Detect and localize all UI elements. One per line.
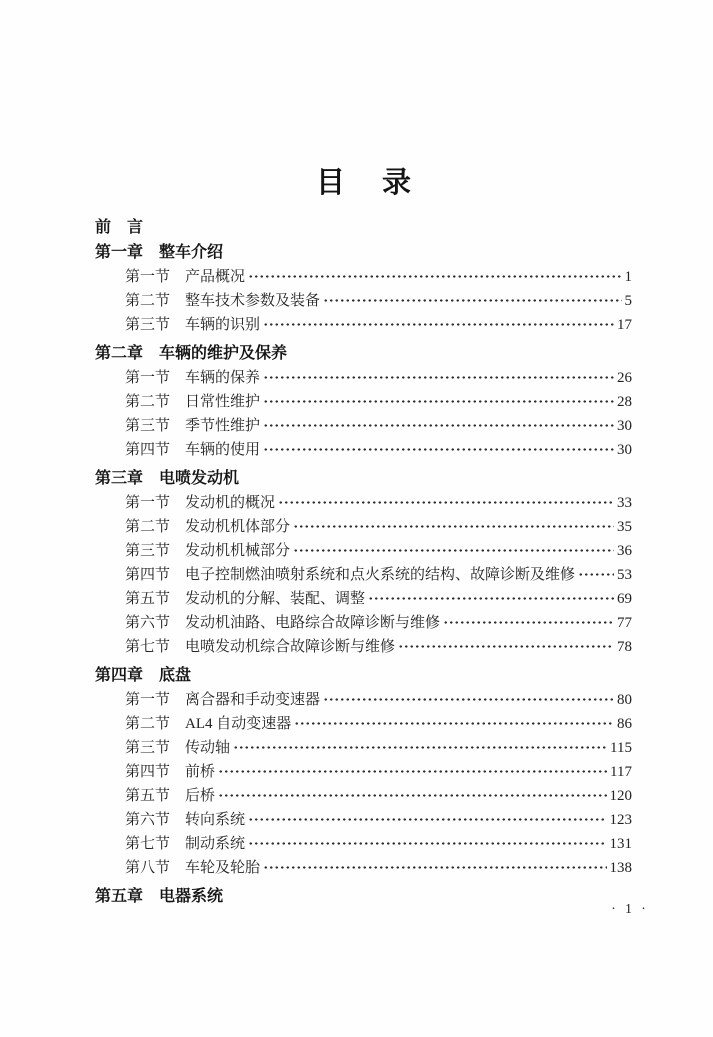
chapter-heading: 第一章 整车介绍 bbox=[95, 244, 224, 261]
section-page-number: 28 bbox=[617, 394, 632, 410]
section-title: 制动系统 bbox=[185, 836, 246, 852]
section-page-number: 117 bbox=[610, 764, 632, 780]
table-of-contents bbox=[95, 216, 632, 909]
section-page-number: 86 bbox=[617, 716, 632, 732]
toc-entry bbox=[95, 414, 632, 438]
page-number: · 1 · bbox=[611, 901, 649, 916]
section-number: 第五节 bbox=[125, 788, 171, 804]
section-title: 车辆的保养 bbox=[185, 370, 261, 386]
section-page-number: 131 bbox=[609, 836, 632, 852]
dot-leader bbox=[263, 397, 614, 406]
toc-entry bbox=[95, 491, 632, 515]
section-title: 发动机机体部分 bbox=[185, 519, 291, 535]
dot-leader bbox=[398, 642, 614, 651]
dot-leader bbox=[293, 522, 614, 531]
section-title: 后桥 bbox=[185, 788, 216, 804]
toc-entry bbox=[95, 856, 632, 880]
dot-leader bbox=[218, 767, 607, 776]
section-title: 车辆的使用 bbox=[185, 442, 261, 458]
toc-entry bbox=[95, 539, 632, 563]
section-number: 第七节 bbox=[125, 836, 171, 852]
section-page-number: 35 bbox=[617, 519, 632, 535]
dot-leader bbox=[263, 320, 614, 329]
dot-leader bbox=[278, 498, 614, 507]
section-page-number: 33 bbox=[617, 495, 632, 511]
section-page-number: 138 bbox=[609, 860, 632, 876]
section-number: 第二节 bbox=[125, 293, 171, 309]
dot-leader bbox=[293, 546, 614, 555]
section-page-number: 80 bbox=[617, 692, 632, 708]
dot-leader bbox=[263, 445, 614, 454]
chapter-block bbox=[95, 241, 632, 337]
section-number: 第二节 bbox=[125, 519, 171, 535]
chapter-heading: 第二章 车辆的维护及保养 bbox=[95, 345, 288, 362]
section-number: 第四节 bbox=[125, 764, 171, 780]
section-page-number: 115 bbox=[610, 740, 632, 756]
chapter-heading: 第三章 电喷发动机 bbox=[95, 470, 240, 487]
section-number: 第四节 bbox=[125, 442, 171, 458]
chapter-heading: 第四章 底盘 bbox=[95, 667, 192, 684]
toc-entry bbox=[95, 784, 632, 808]
section-title: 产品概况 bbox=[185, 269, 246, 285]
section-page-number: 36 bbox=[617, 543, 632, 559]
chapter-block bbox=[95, 664, 632, 880]
toc-entry bbox=[95, 635, 632, 659]
section-number: 第一节 bbox=[125, 495, 171, 511]
section-page-number: 30 bbox=[617, 442, 632, 458]
section-page-number: 78 bbox=[617, 639, 632, 655]
toc-entry bbox=[95, 265, 632, 289]
dot-leader bbox=[218, 791, 606, 800]
section-title: 转向系统 bbox=[185, 812, 246, 828]
toc-entry bbox=[95, 390, 632, 414]
page-title: 目 录 bbox=[315, 167, 415, 199]
toc-entry bbox=[95, 313, 632, 337]
dot-leader bbox=[263, 421, 614, 430]
dot-leader bbox=[443, 618, 614, 627]
toc-entry bbox=[95, 688, 632, 712]
section-title: 季节性维护 bbox=[185, 418, 261, 434]
section-number: 第三节 bbox=[125, 543, 171, 559]
chapter-block bbox=[95, 342, 632, 462]
section-title: 传动轴 bbox=[185, 740, 231, 756]
section-title: 电子控制燃油喷射系统和点火系统的结构、故障诊断及维修 bbox=[185, 567, 576, 583]
section-number: 第三节 bbox=[125, 317, 171, 333]
section-title: 发动机油路、电路综合故障诊断与维修 bbox=[185, 615, 441, 631]
section-title: 日常性维护 bbox=[185, 394, 261, 410]
toc-entry bbox=[95, 611, 632, 635]
section-title: AL4 自动变速器 bbox=[185, 716, 292, 732]
dot-leader bbox=[263, 373, 614, 382]
chapter-block bbox=[95, 885, 632, 909]
section-page-number: 30 bbox=[617, 418, 632, 434]
section-title: 发动机机械部分 bbox=[185, 543, 291, 559]
section-number: 第二节 bbox=[125, 716, 171, 732]
section-page-number: 120 bbox=[609, 788, 632, 804]
section-page-number: 26 bbox=[617, 370, 632, 386]
preface-heading: 前 言 bbox=[95, 219, 144, 236]
section-number: 第六节 bbox=[125, 615, 171, 631]
section-page-number: 53 bbox=[617, 567, 632, 583]
section-page-number: 77 bbox=[617, 615, 632, 631]
toc-entry bbox=[95, 563, 632, 587]
section-number: 第四节 bbox=[125, 567, 171, 583]
section-title: 前桥 bbox=[185, 764, 216, 780]
section-page-number: 17 bbox=[617, 317, 632, 333]
toc-entry bbox=[95, 515, 632, 539]
toc-entry bbox=[95, 366, 632, 390]
section-number: 第六节 bbox=[125, 812, 171, 828]
section-page-number: 123 bbox=[609, 812, 632, 828]
section-number: 第二节 bbox=[125, 394, 171, 410]
section-page-number: 5 bbox=[624, 293, 632, 309]
section-page-number: 1 bbox=[624, 269, 632, 285]
section-number: 第三节 bbox=[125, 418, 171, 434]
dot-leader bbox=[578, 570, 614, 579]
toc-entry bbox=[95, 760, 632, 784]
section-number: 第三节 bbox=[125, 740, 171, 756]
section-number: 第七节 bbox=[125, 639, 171, 655]
dot-leader bbox=[233, 743, 607, 752]
dot-leader bbox=[248, 272, 621, 281]
section-page-number: 69 bbox=[617, 591, 632, 607]
chapter-heading: 第五章 电器系统 bbox=[95, 888, 224, 905]
dot-leader bbox=[263, 863, 606, 872]
section-title: 整车技术参数及装备 bbox=[185, 293, 321, 309]
toc-entry bbox=[95, 712, 632, 736]
toc-entry bbox=[95, 289, 632, 313]
section-title: 电喷发动机综合故障诊断与维修 bbox=[185, 639, 396, 655]
section-title: 发动机的分解、装配、调整 bbox=[185, 591, 366, 607]
section-title: 发动机的概况 bbox=[185, 495, 276, 511]
dot-leader bbox=[323, 296, 621, 305]
toc-entry bbox=[95, 587, 632, 611]
toc-entry bbox=[95, 808, 632, 832]
section-number: 第五节 bbox=[125, 591, 171, 607]
section-number: 第一节 bbox=[125, 370, 171, 386]
toc-entry bbox=[95, 736, 632, 760]
section-title: 车轮及轮胎 bbox=[185, 860, 261, 876]
section-title: 离合器和手动变速器 bbox=[185, 692, 321, 708]
dot-leader bbox=[248, 839, 606, 848]
dot-leader bbox=[368, 594, 614, 603]
section-number: 第八节 bbox=[125, 860, 171, 876]
section-number: 第一节 bbox=[125, 692, 171, 708]
dot-leader bbox=[294, 719, 614, 728]
toc-entry bbox=[95, 438, 632, 462]
dot-leader bbox=[323, 695, 614, 704]
dot-leader bbox=[248, 815, 606, 824]
chapter-block bbox=[95, 467, 632, 659]
toc-entry bbox=[95, 832, 632, 856]
section-number: 第一节 bbox=[125, 269, 171, 285]
section-title: 车辆的识别 bbox=[185, 317, 261, 333]
